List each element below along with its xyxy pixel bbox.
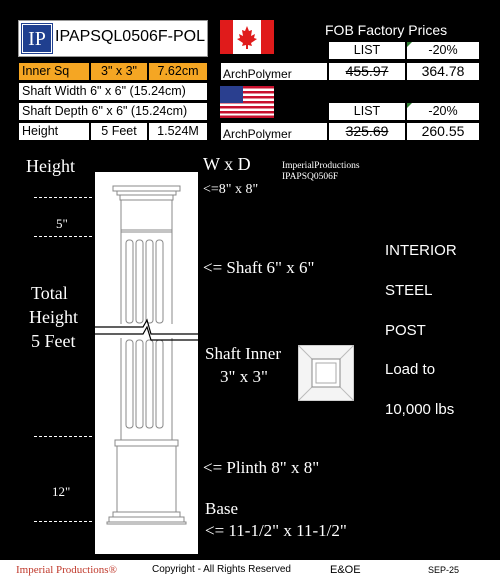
- canada-discount-header: -20%: [406, 41, 480, 60]
- spec-inner-sq-metric: 7.62cm: [148, 62, 208, 81]
- five-inch-label: 5": [56, 216, 68, 231]
- note-load-to: Load to: [385, 361, 436, 378]
- spec-height-value: 5 Feet: [90, 122, 148, 141]
- canada-sale-price: 364.78: [406, 62, 480, 81]
- usa-sale-price: 260.55: [406, 122, 480, 141]
- shaft-dim-label: <= Shaft 6" x 6": [203, 258, 315, 277]
- canada-list-header: LIST: [328, 41, 406, 60]
- dim-line-shaft-bottom: [34, 436, 92, 437]
- note-steel: STEEL: [385, 282, 433, 299]
- top-dim-label: <=8" x 8": [203, 182, 259, 197]
- canada-flag-icon: [220, 20, 274, 54]
- spec-height-label: Height: [18, 122, 90, 141]
- spec-shaft-depth: Shaft Depth 6" x 6" (15.24cm): [18, 102, 208, 121]
- footer-eoe: E&OE: [330, 564, 361, 576]
- note-load-value: 10,000 lbs: [385, 401, 455, 418]
- dim-line-top: [34, 197, 92, 198]
- dim-line-shaft-top: [34, 236, 92, 237]
- canada-list-price: 455.97: [328, 62, 406, 81]
- dim-line-bottom: [34, 521, 92, 522]
- total-line-1: Total: [31, 283, 68, 303]
- base-label: Base: [205, 499, 239, 518]
- note-interior: INTERIOR: [385, 242, 457, 259]
- footer-date: SEP-25: [428, 565, 460, 575]
- usa-flag-icon: [220, 86, 274, 118]
- footer: [0, 560, 500, 582]
- spec-height-metric: 1.524M: [148, 122, 208, 141]
- spec-inner-sq-label: Inner Sq: [18, 62, 90, 81]
- usa-vendor: ArchPolymer: [220, 122, 328, 141]
- spec-shaft-width: Shaft Width 6" x 6" (15.24cm): [18, 82, 208, 101]
- logo-box: [18, 20, 208, 57]
- post-elevation-drawing: [95, 172, 198, 554]
- imperial-logo-icon: IP: [22, 24, 52, 53]
- shaft-inner-line-1: Shaft Inner: [205, 344, 282, 363]
- brand-line-1: ImperialProductions: [282, 161, 360, 171]
- usa-comment-marker: [407, 103, 412, 108]
- brand-line-2: IPAPSQ0506F: [282, 172, 339, 182]
- height-label: Height: [26, 156, 75, 176]
- twelve-inch-label: 12": [52, 484, 71, 499]
- footer-copyright: Copyright - All Rights Reserved: [152, 564, 291, 575]
- fob-title: FOB Factory Prices: [325, 22, 448, 38]
- note-post: POST: [385, 322, 426, 339]
- base-dim-label: <= 11-1/2" x 11-1/2": [205, 521, 347, 540]
- total-line-2: Height: [29, 307, 78, 327]
- usa-list-header: LIST: [328, 102, 406, 121]
- shaft-inner-line-2: 3" x 3": [220, 367, 268, 386]
- canada-vendor: ArchPolymer: [220, 62, 328, 81]
- total-line-3: 5 Feet: [31, 331, 76, 351]
- usa-discount-header: -20%: [406, 102, 480, 121]
- usa-list-price: 325.69: [328, 122, 406, 141]
- footer-company: Imperial Productions®: [16, 564, 117, 576]
- plinth-dim-label: <= Plinth 8" x 8": [203, 458, 320, 477]
- cross-section-icon: [298, 345, 354, 401]
- wxd-label: W x D: [203, 154, 251, 174]
- spec-inner-sq-value: 3" x 3": [90, 62, 148, 81]
- sku-title: IPAPSQL0506F-POL: [55, 28, 205, 45]
- canada-comment-marker: [407, 42, 412, 47]
